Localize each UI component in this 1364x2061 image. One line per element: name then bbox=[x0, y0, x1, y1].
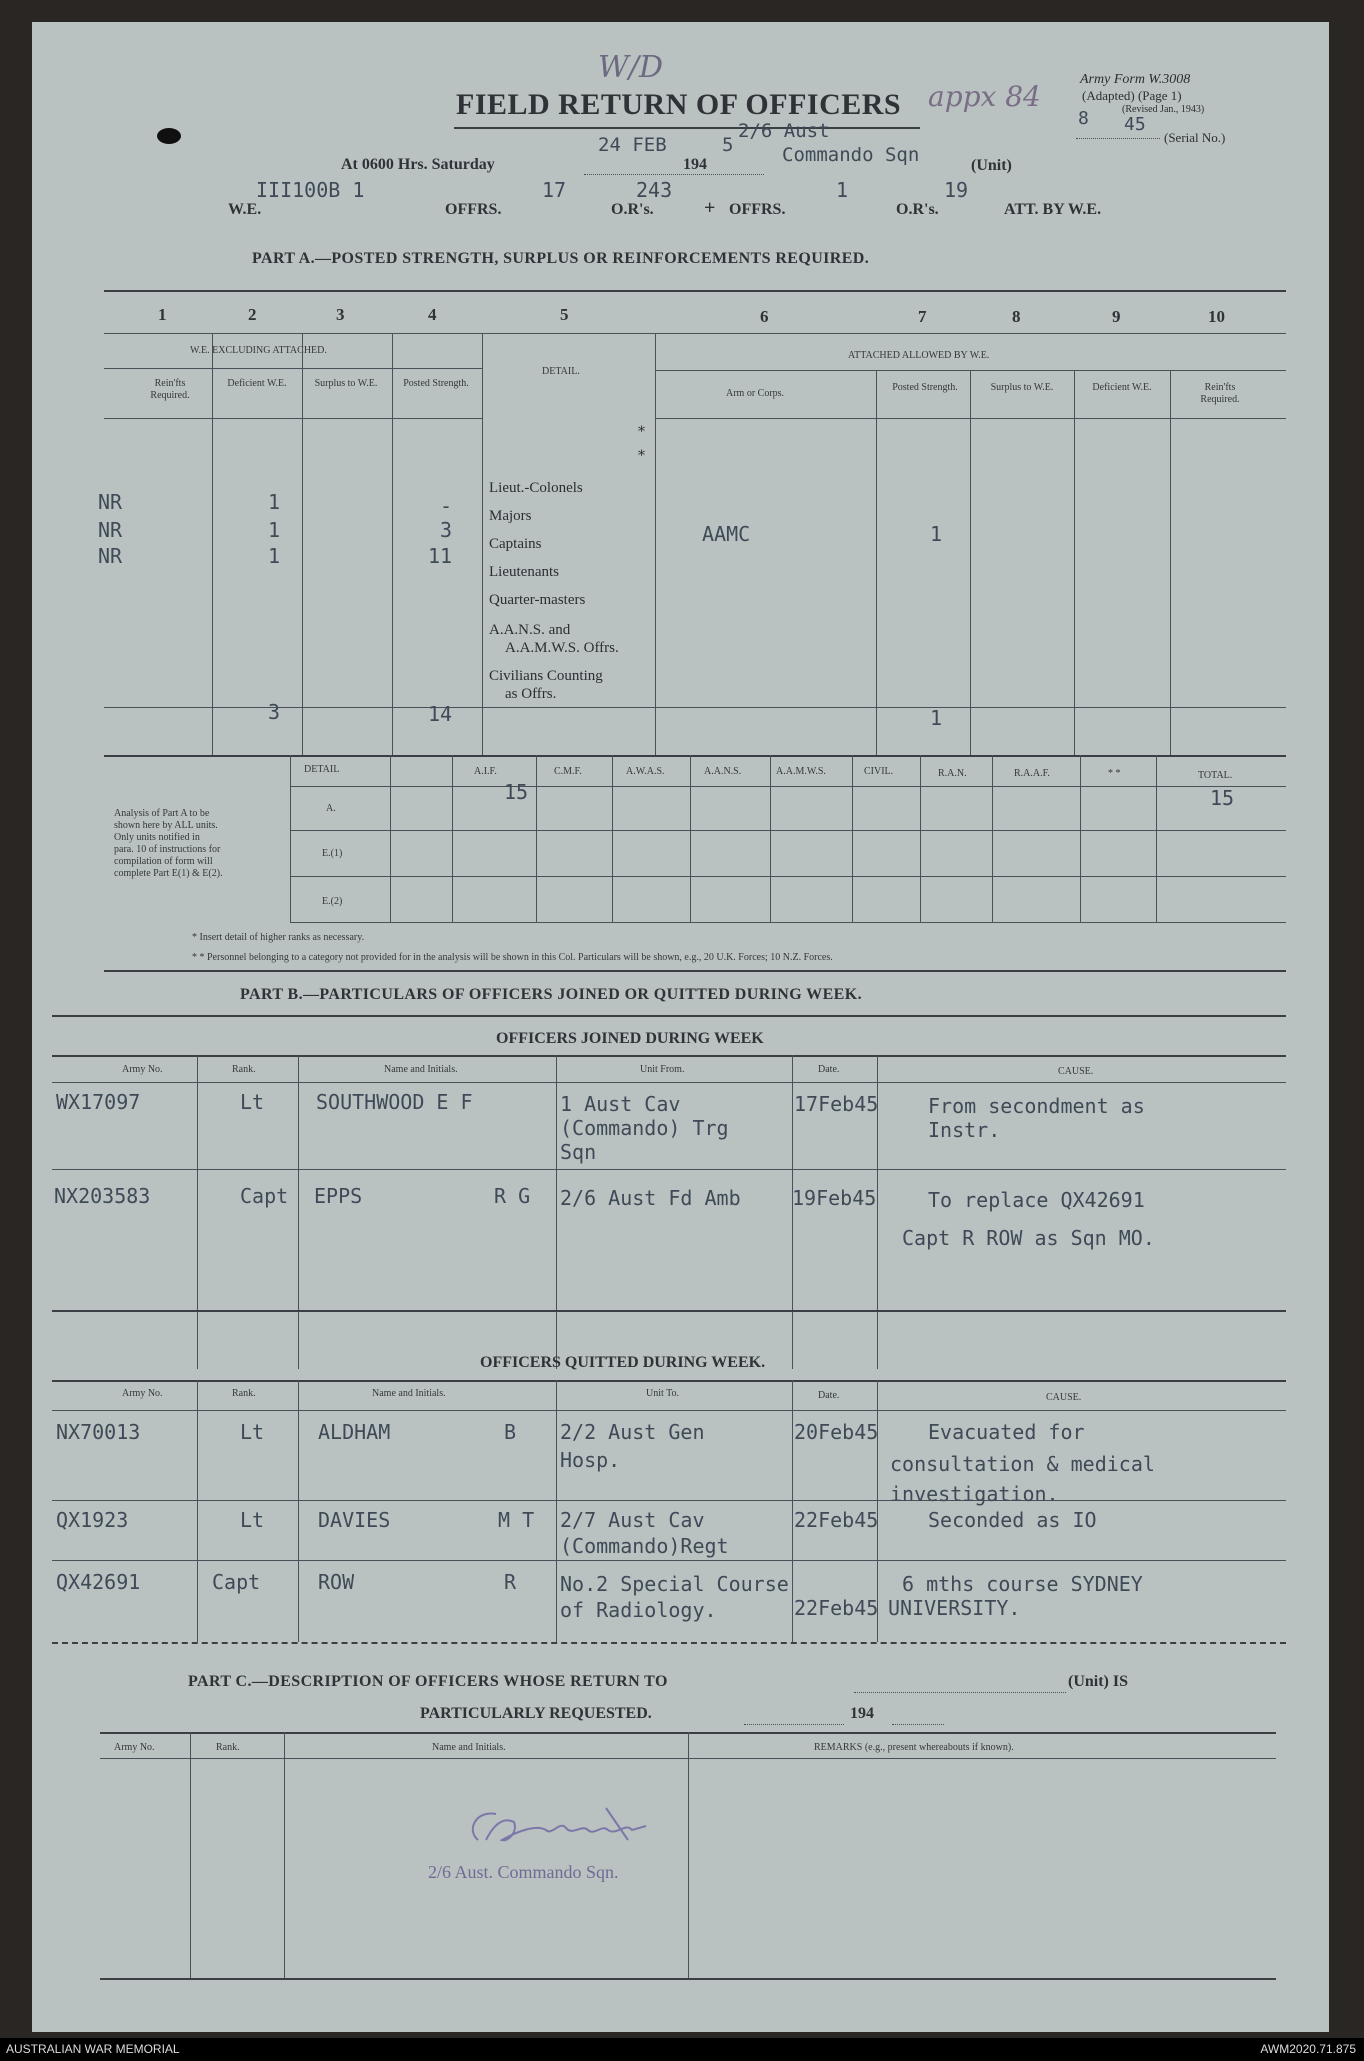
analysis-row-line bbox=[290, 786, 1286, 787]
quitted-3-rank: Capt bbox=[212, 1570, 261, 1594]
rank-captains: Captains bbox=[489, 536, 542, 552]
part-b-rule bbox=[52, 1015, 1286, 1017]
at-hours-label: At 0600 Hrs. Saturday bbox=[341, 156, 495, 173]
analysis-col-line bbox=[452, 755, 453, 923]
joined-1-army-no: WX17097 bbox=[56, 1090, 141, 1114]
footer-accession-number: AWM2020.71.875 bbox=[1260, 2042, 1356, 2056]
analysis-col-line bbox=[920, 755, 921, 923]
quitted-3-cause-2: UNIVERSITY. bbox=[888, 1596, 1021, 1620]
we-value: III100B 1 bbox=[256, 178, 365, 202]
quitted-1-rank: Lt bbox=[240, 1420, 265, 1444]
col-number-9: 9 bbox=[1112, 307, 1121, 326]
grid-col-line bbox=[302, 333, 303, 755]
quitted-2-unit-2: (Commando)Regt bbox=[560, 1534, 729, 1558]
quitted-3-cause-1: 6 mths course SYDNEY bbox=[902, 1572, 1143, 1596]
grid-col-line bbox=[970, 370, 971, 755]
quitted-row-line bbox=[52, 1560, 1286, 1561]
part-c-unit-is: (Unit) IS bbox=[1068, 1673, 1129, 1690]
analysis-row-line bbox=[290, 922, 1286, 923]
quitted-header-name: Name and Initials. bbox=[372, 1388, 446, 1399]
part-b-top-rule bbox=[104, 970, 1286, 972]
quitted-1-cause-1: Evacuated for bbox=[928, 1420, 1085, 1444]
joined-title: OFFICERS JOINED DURING WEEK bbox=[496, 1030, 764, 1047]
quitted-2-unit-1: 2/7 Aust Cav bbox=[560, 1508, 705, 1532]
quitted-row-line bbox=[52, 1500, 1286, 1501]
header-att-surplus: Surplus to W.E. bbox=[990, 382, 1054, 393]
quitted-3-date: 22Feb45 bbox=[794, 1596, 879, 1620]
part-c-year-line bbox=[892, 1724, 944, 1725]
joined-header-line bbox=[52, 1082, 1286, 1083]
analysis-header-aamws: A.A.M.W.S. bbox=[776, 766, 826, 777]
rank-aans: A.A.N.S. and bbox=[489, 622, 571, 638]
quitted-3-initials: R bbox=[504, 1570, 517, 1594]
joined-2-army-no: NX203583 bbox=[54, 1184, 151, 1208]
analysis-note-5: compilation of form will bbox=[114, 856, 213, 867]
analysis-row-e2: E.(2) bbox=[322, 896, 343, 907]
analysis-note-6: complete Part E(1) & E(2). bbox=[114, 868, 223, 879]
rank-lieutenants: Lieutenants bbox=[489, 564, 559, 580]
header-reinforcements: Rein'fts Required. bbox=[150, 378, 190, 401]
quitted-1-cause-2: consultation & medical bbox=[890, 1452, 1155, 1476]
part-c-date-line bbox=[744, 1724, 844, 1725]
analysis-col-line bbox=[1080, 755, 1081, 923]
analysis-col-line bbox=[770, 755, 771, 923]
footer-archive-name: AUSTRALIAN WAR MEMORIAL bbox=[6, 2042, 180, 2056]
form-adapted: (Adapted) (Page 1) bbox=[1082, 88, 1182, 103]
offrs-value: 17 bbox=[542, 178, 567, 202]
analysis-header-aif: A.I.F. bbox=[474, 766, 497, 777]
joined-1-cause-1: From secondment as bbox=[928, 1094, 1145, 1118]
detail-label: DETAIL. bbox=[542, 366, 580, 377]
quitted-header-cause: CAUSE. bbox=[1046, 1392, 1082, 1403]
unit-label: (Unit) bbox=[971, 157, 1012, 174]
analysis-aif-value: 15 bbox=[504, 780, 529, 804]
analysis-col-line bbox=[1156, 755, 1157, 923]
part-c-col-line bbox=[190, 1732, 191, 1978]
analysis-note-4: para. 10 of instructions for bbox=[114, 844, 221, 855]
analysis-header-civil: CIVIL. bbox=[864, 766, 894, 777]
grid-col-line bbox=[655, 333, 656, 755]
perforation-line bbox=[52, 1642, 1286, 1644]
title-underline bbox=[454, 127, 920, 129]
col-number-10: 10 bbox=[1208, 307, 1225, 326]
joined-2-unit: 2/6 Aust Fd Amb bbox=[560, 1186, 741, 1210]
attached-label: ATTACHED ALLOWED BY W.E. bbox=[848, 350, 990, 361]
col-number-5: 5 bbox=[560, 305, 569, 324]
paper-edge bbox=[1280, 1400, 1320, 2030]
sub-header-rule-left bbox=[104, 418, 482, 419]
ors-value: 243 bbox=[636, 178, 673, 202]
quitted-1-initials: B bbox=[504, 1420, 517, 1444]
quitted-2-name: DAVIES bbox=[318, 1508, 391, 1532]
quitted-1-unit-2: Hosp. bbox=[560, 1448, 621, 1472]
analysis-header-cmf: C.M.F. bbox=[554, 766, 582, 777]
rank-aamws: A.A.M.W.S. Offrs. bbox=[505, 640, 619, 656]
rank-civilians: Civilians Counting bbox=[489, 668, 603, 684]
total-deficient: 3 bbox=[268, 700, 281, 724]
analysis-header-ran: R.A.N. bbox=[938, 768, 967, 779]
joined-header-army-no: Army No. bbox=[122, 1064, 163, 1075]
rank-civilians-2: as Offrs. bbox=[505, 686, 557, 702]
joined-col-line bbox=[197, 1055, 198, 1369]
quitted-title: OFFICERS QUITTED DURING WEEK. bbox=[480, 1354, 766, 1371]
quitted-col-line bbox=[197, 1380, 198, 1642]
quitted-col-line bbox=[556, 1380, 557, 1642]
quitted-1-date: 20Feb45 bbox=[794, 1420, 879, 1444]
analysis-header-other: * * bbox=[1108, 768, 1121, 779]
quitted-3-name: ROW bbox=[318, 1570, 355, 1594]
joined-1-name: SOUTHWOOD E F bbox=[316, 1090, 473, 1114]
reinf-nr-1: NR bbox=[98, 490, 123, 514]
part-c-subtitle: PARTICULARLY REQUESTED. bbox=[420, 1705, 652, 1722]
joined-header-name: Name and Initials. bbox=[384, 1064, 458, 1075]
analysis-header-aans: A.A.N.S. bbox=[704, 766, 742, 777]
rank-lieut-colonels: Lieut.-Colonels bbox=[489, 480, 583, 496]
quitted-2-initials: M T bbox=[498, 1508, 535, 1532]
deficient-1: 1 bbox=[268, 490, 281, 514]
date-year-prefix: 194 bbox=[683, 156, 707, 173]
date-year-suffix: 5 bbox=[722, 134, 734, 156]
posted-lieutenants: 11 bbox=[428, 544, 453, 568]
part-a-top-rule bbox=[104, 290, 1286, 292]
serial-week: 8 bbox=[1078, 108, 1089, 129]
analysis-note-1: Analysis of Part A to be bbox=[114, 808, 210, 819]
analysis-note-3: Only units notified in bbox=[114, 832, 200, 843]
form-number: Army Form W.3008 bbox=[1080, 72, 1191, 87]
grid-col-line bbox=[212, 333, 213, 755]
part-c-header-remarks: REMARKS (e.g., present whereabouts if known). bbox=[814, 1742, 1014, 1753]
col-number-1: 1 bbox=[158, 305, 167, 324]
quitted-1-army-no: NX70013 bbox=[56, 1420, 141, 1444]
header-deficient: Deficient W.E. bbox=[227, 378, 287, 389]
serial-line bbox=[1076, 138, 1160, 139]
we-label: W.E. bbox=[228, 201, 262, 218]
date-day-month: 24 FEB bbox=[598, 134, 667, 156]
ink-blot-icon bbox=[155, 124, 185, 146]
unit-value-line1: 2/6 Aust bbox=[738, 120, 830, 142]
quitted-top-rule bbox=[52, 1310, 1286, 1312]
part-a-bottom-rule bbox=[104, 755, 1286, 757]
part-b-title: PART B.—PARTICULARS OF OFFICERS JOINED OR QUITTED DURING WEEK. bbox=[240, 986, 862, 1003]
joined-2-rank: Capt bbox=[240, 1184, 289, 1208]
joined-row-line bbox=[52, 1169, 1286, 1170]
form-paper bbox=[32, 22, 1329, 2032]
part-a-title: PART A.—POSTED STRENGTH, SURPLUS OR REINFORCEMENTS REQUIRED. bbox=[252, 250, 870, 267]
part-c-unit-line bbox=[854, 1692, 1066, 1693]
part-c-bottom-rule bbox=[100, 1978, 1276, 1980]
ors-label: O.R's. bbox=[611, 201, 654, 218]
joined-2-initials: R G bbox=[494, 1184, 531, 1208]
att-by-we-label: ATT. BY W.E. bbox=[1004, 201, 1102, 218]
total-attached-posted: 1 bbox=[930, 706, 943, 730]
joined-header-date: Date. bbox=[818, 1064, 840, 1075]
part-c-title: PART C.—DESCRIPTION OF OFFICERS WHOSE RETURN TO bbox=[188, 1673, 668, 1690]
footnote-2: * * Personnel belonging to a category not provided for in the analysis will be shown in this Col. Particulars will be shown, e.g., 20 U.K. Forces; 10 N.Z. Forces. bbox=[192, 952, 833, 963]
joined-col-line bbox=[792, 1055, 793, 1369]
deficient-3: 1 bbox=[268, 544, 281, 568]
quitted-header-unit: Unit To. bbox=[646, 1388, 680, 1399]
star-1: * bbox=[638, 424, 645, 440]
header-att-deficient: Deficient W.E. bbox=[1092, 382, 1152, 393]
analysis-col-line bbox=[390, 755, 391, 923]
analysis-col-line bbox=[852, 755, 853, 923]
analysis-col-line bbox=[612, 755, 613, 923]
offrs2-label: OFFRS. bbox=[729, 201, 786, 218]
total-posted: 14 bbox=[428, 702, 453, 726]
analysis-col-line bbox=[992, 755, 993, 923]
quitted-3-unit-2: of Radiology. bbox=[560, 1598, 717, 1622]
analysis-col-line bbox=[536, 755, 537, 923]
plus-sign: + bbox=[704, 197, 716, 219]
quitted-header-rank: Rank. bbox=[232, 1388, 256, 1399]
officer-signature bbox=[456, 1800, 756, 1860]
analysis-row-e1: E.(1) bbox=[322, 848, 343, 859]
serial-label: (Serial No.) bbox=[1164, 130, 1226, 145]
footnote-1: * Insert detail of higher ranks as necessary. bbox=[192, 932, 365, 943]
analysis-col-line bbox=[690, 755, 691, 923]
part-c-col-line bbox=[284, 1732, 285, 1978]
quitted-2-cause: Seconded as IO bbox=[928, 1508, 1097, 1532]
posted-captains: 3 bbox=[440, 518, 453, 542]
quitted-header-army-no: Army No. bbox=[122, 1388, 163, 1399]
joined-1-rank: Lt bbox=[240, 1090, 265, 1114]
quitted-2-date: 22Feb45 bbox=[794, 1508, 879, 1532]
quitted-col-line bbox=[792, 1380, 793, 1642]
deficient-2: 1 bbox=[268, 518, 281, 542]
col-number-rule bbox=[104, 333, 1286, 334]
handwritten-appx: appx 84 bbox=[928, 80, 1041, 113]
attached-arm-aamc: AAMC bbox=[702, 522, 751, 546]
unit-value-line2: Commando Sqn bbox=[782, 144, 920, 166]
ors2-value: 19 bbox=[944, 178, 969, 202]
handwritten-wd: W/D bbox=[598, 50, 663, 85]
grid-col-line bbox=[876, 370, 877, 755]
rank-majors: Majors bbox=[489, 508, 532, 524]
totals-rule bbox=[104, 707, 1286, 708]
quitted-3-unit-1: No.2 Special Course bbox=[560, 1572, 789, 1596]
analysis-total-value: 15 bbox=[1210, 786, 1235, 810]
offrs2-value: 1 bbox=[836, 178, 849, 202]
quitted-2-army-no: QX1923 bbox=[56, 1508, 129, 1532]
analysis-row-a: A. bbox=[326, 803, 336, 814]
part-c-header-rank: Rank. bbox=[216, 1742, 240, 1753]
col-number-8: 8 bbox=[1012, 307, 1021, 326]
quitted-header-line bbox=[52, 1410, 1286, 1411]
quitted-rule bbox=[52, 1380, 1286, 1382]
part-c-header-name: Name and Initials. bbox=[432, 1742, 506, 1753]
col-number-7: 7 bbox=[918, 307, 927, 326]
joined-col-line bbox=[298, 1055, 299, 1369]
analysis-row-line bbox=[290, 830, 1286, 831]
we-excl-rule bbox=[104, 368, 482, 369]
ors2-label: O.R's. bbox=[896, 201, 939, 218]
joined-2-cause-2: Capt R ROW as Sqn MO. bbox=[902, 1226, 1155, 1250]
posted-majors: - bbox=[440, 494, 453, 518]
header-posted: Posted Strength. bbox=[403, 378, 469, 389]
joined-1-cause-2: Instr. bbox=[928, 1118, 1001, 1142]
part-c-year-prefix: 194 bbox=[850, 1705, 874, 1722]
offrs-label: OFFRS. bbox=[445, 201, 502, 218]
quitted-1-name: ALDHAM bbox=[318, 1420, 391, 1444]
quitted-1-cause-3: investigation. bbox=[890, 1482, 1059, 1506]
rank-quarter-masters: Quarter-masters bbox=[489, 592, 586, 608]
joined-1-unit-2: (Commando) Trg bbox=[560, 1116, 729, 1140]
joined-rule bbox=[52, 1055, 1286, 1057]
header-arm-corps: Arm or Corps. bbox=[726, 388, 785, 399]
joined-col-line bbox=[556, 1055, 557, 1369]
joined-1-unit-1: 1 Aust Cav bbox=[560, 1092, 681, 1116]
quitted-3-army-no: QX42691 bbox=[56, 1570, 141, 1594]
serial-year: 45 bbox=[1124, 114, 1146, 135]
page-title: FIELD RETURN OF OFFICERS bbox=[456, 88, 902, 121]
quitted-2-rank: Lt bbox=[240, 1508, 265, 1532]
grid-col-line bbox=[392, 333, 393, 755]
reinf-nr-2: NR bbox=[98, 518, 123, 542]
star-2: * bbox=[638, 448, 645, 464]
header-att-reinforcements: Rein'fts Required. bbox=[1200, 382, 1240, 405]
archive-footer bbox=[0, 2038, 1364, 2061]
reinf-nr-3: NR bbox=[98, 544, 123, 568]
joined-header-rank: Rank. bbox=[232, 1064, 256, 1075]
joined-1-unit-3: Sqn bbox=[560, 1140, 597, 1164]
col-number-2: 2 bbox=[248, 305, 257, 324]
analysis-note-2: shown here by ALL units. bbox=[114, 820, 218, 831]
analysis-header-raaf: R.A.A.F. bbox=[1014, 768, 1050, 779]
unit-stamp: 2/6 Aust. Commando Sqn. bbox=[428, 1862, 619, 1882]
we-excl-label: W.E. EXCLUDING ATTACHED. bbox=[190, 345, 327, 356]
grid-col-line bbox=[1170, 370, 1171, 755]
part-c-header-army-no: Army No. bbox=[114, 1742, 155, 1753]
quitted-1-unit-1: 2/2 Aust Gen bbox=[560, 1420, 705, 1444]
attached-posted-1: 1 bbox=[930, 522, 943, 546]
joined-2-name: EPPS bbox=[314, 1184, 363, 1208]
quitted-col-line bbox=[298, 1380, 299, 1642]
analysis-header-awas: A.W.A.S. bbox=[626, 766, 665, 777]
grid-col-line bbox=[1074, 370, 1075, 755]
analysis-header-detail: DETAIL bbox=[304, 764, 340, 775]
col-number-3: 3 bbox=[336, 305, 345, 324]
analysis-col-line bbox=[290, 755, 291, 923]
joined-header-unit: Unit From. bbox=[640, 1064, 685, 1075]
form-revised: (Revised Jan., 1943) bbox=[1122, 104, 1205, 115]
quitted-header-date: Date. bbox=[818, 1390, 840, 1401]
grid-col-line bbox=[482, 333, 483, 755]
col-number-6: 6 bbox=[760, 307, 769, 326]
joined-header-cause: CAUSE. bbox=[1058, 1066, 1094, 1077]
analysis-header-total: TOTAL. bbox=[1198, 770, 1233, 781]
joined-1-date: 17Feb45 bbox=[794, 1092, 879, 1116]
analysis-row-line bbox=[290, 876, 1286, 877]
header-surplus: Surplus to W.E. bbox=[314, 378, 378, 389]
joined-2-cause-1: To replace QX42691 bbox=[928, 1188, 1145, 1212]
date-line bbox=[584, 174, 764, 175]
col-number-4: 4 bbox=[428, 305, 437, 324]
header-att-posted: Posted Strength. bbox=[892, 382, 958, 393]
joined-2-date: 19Feb45 bbox=[792, 1186, 877, 1210]
